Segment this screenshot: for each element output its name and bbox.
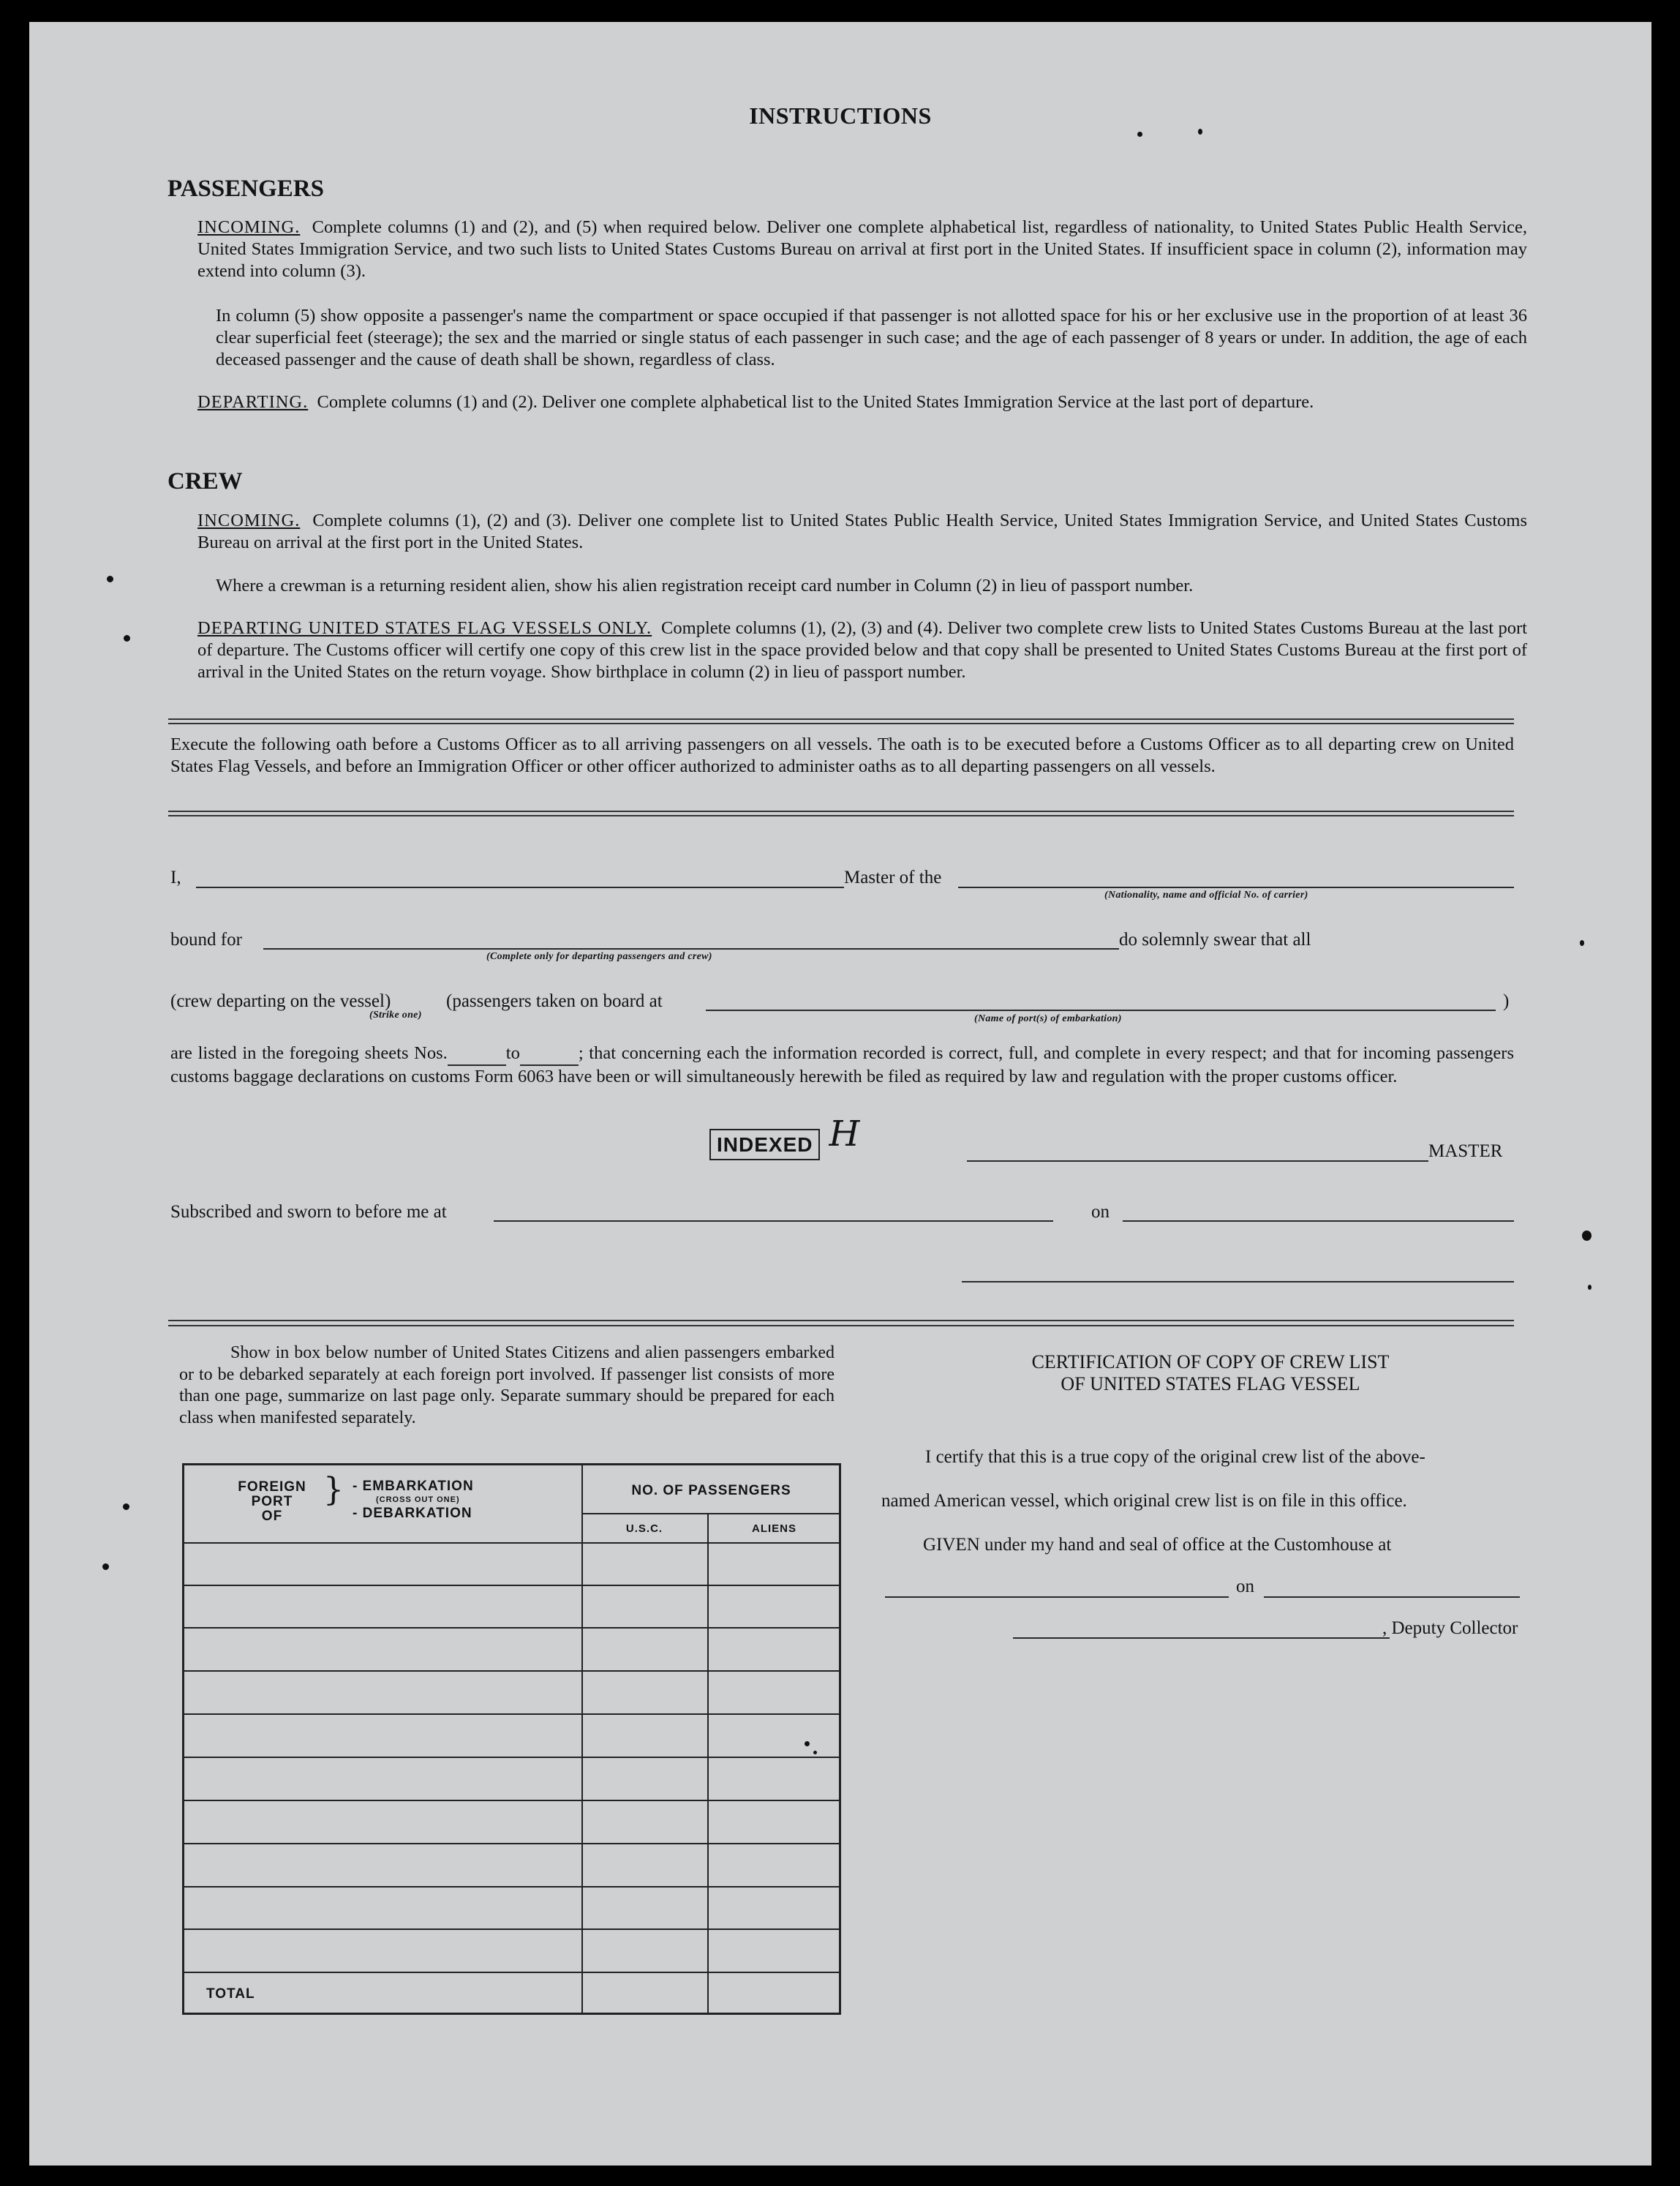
deputy-collector-label: , Deputy Collector bbox=[1382, 1618, 1518, 1638]
nationality-caption: (Nationality, name and official No. of carrier) bbox=[1104, 890, 1308, 901]
table-header-divider bbox=[581, 1513, 839, 1514]
foreign-label: FOREIGN bbox=[238, 1479, 306, 1495]
subscribed-label: Subscribed and sworn to before me at bbox=[170, 1202, 447, 1222]
table-row-divider bbox=[184, 1757, 839, 1758]
passengers-incoming-lead: INCOMING. bbox=[197, 217, 301, 237]
passengers-heading: PASSENGERS bbox=[167, 176, 324, 202]
master-name-field[interactable] bbox=[196, 887, 862, 888]
port-label: PORT bbox=[251, 1494, 293, 1509]
passengers-departing-paragraph bbox=[197, 391, 1527, 413]
form-page bbox=[29, 22, 1651, 2166]
sheet-to-field[interactable] bbox=[520, 1043, 579, 1066]
table-row-divider bbox=[184, 1928, 839, 1930]
cross-out-note: (CROSS OUT ONE) bbox=[376, 1495, 460, 1504]
crew-departing-lead: DEPARTING UNITED STATES FLAG VESSELS ONLY. bbox=[197, 618, 652, 638]
close-paren: ) bbox=[1503, 991, 1510, 1011]
customhouse-field[interactable] bbox=[885, 1596, 1229, 1598]
crew-departing-option[interactable]: (crew departing on the vessel) bbox=[170, 991, 391, 1011]
scan-speck bbox=[1588, 1285, 1592, 1290]
divider-rule bbox=[168, 723, 1514, 724]
strike-one-caption: (Strike one) bbox=[369, 1010, 422, 1021]
scan-speck bbox=[1198, 129, 1202, 135]
passengers-incoming-text: Complete columns (1) and (2), and (5) when required below. Deliver one complete alphabetical list, regardless of nationality, to United States Public Health Service, United States Immigration Service, and two such lists to United States Customs Bureau on arrival at first port in the United States. If insufficient space in column (2), information may extend into column (3). bbox=[197, 217, 1528, 281]
no-passengers-header: NO. OF PASSENGERS bbox=[631, 1483, 791, 1498]
listed-text-1: are listed in the foregoing sheets Nos. bbox=[170, 1043, 448, 1063]
page-title: INSTRUCTIONS bbox=[749, 102, 932, 129]
scan-speck bbox=[1580, 940, 1584, 946]
indexed-stamp bbox=[709, 1113, 860, 1160]
embarkation-caption: (Name of port(s) of embarkation) bbox=[974, 1013, 1122, 1024]
divider-rule bbox=[168, 815, 1514, 816]
certify-line-3: GIVEN under my hand and seal of office at the Customhouse at bbox=[923, 1535, 1392, 1555]
usc-header: U.S.C. bbox=[625, 1522, 663, 1535]
brace-glyph: } bbox=[323, 1471, 344, 1509]
table-column-divider bbox=[581, 1465, 583, 2013]
crew-resident-paragraph: Where a crewman is a returning resident alien, show his alien registration receipt card number in Column (2) in lieu of passport number. bbox=[216, 576, 1194, 596]
table-column-divider bbox=[707, 1513, 709, 2013]
passengers-departing-text: Complete columns (1) and (2). Deliver one complete alphabetical list to the United States Immigration Service at the last port of departure. bbox=[317, 392, 1314, 412]
table-row-divider bbox=[184, 1886, 839, 1888]
passengers-departing-lead: DEPARTING. bbox=[197, 392, 309, 412]
crew-heading: CREW bbox=[167, 468, 243, 495]
embarkation-port-field[interactable] bbox=[706, 1010, 1496, 1011]
divider-rule bbox=[168, 718, 1514, 720]
swear-label: do solemnly swear that all bbox=[1119, 930, 1311, 950]
crew-departing-text: Complete columns (1), (2), (3) and (4). Deliver two complete crew lists to United States Customs Bureau at the last port of departure. The Customs officer will certify one copy of this crew list in the space provided below and that copy shall be presented to United States Customs Bureau at the first port of arrival in the United States on the return voyage. Show birthplace in column (2) in lieu of passport number. bbox=[197, 618, 1527, 682]
divider-rule bbox=[168, 1325, 1514, 1326]
certification-heading-line-2: OF UNITED STATES FLAG VESSEL bbox=[1061, 1373, 1360, 1394]
divider-rule bbox=[168, 1320, 1514, 1321]
officer-signature-field[interactable] bbox=[962, 1281, 1514, 1282]
table-row-divider bbox=[184, 1843, 839, 1844]
scan-speck bbox=[124, 635, 130, 642]
divider-rule bbox=[168, 811, 1514, 812]
passengers-incoming-paragraph bbox=[197, 217, 1527, 282]
aliens-header: ALIENS bbox=[751, 1522, 796, 1535]
oath-instruction: Execute the following oath before a Customs Officer as to all arriving passengers on all vessels. The oath is to be executed before a Customs Officer as to all departing crew on United States Flag Vessels, and before an Immigration Officer or other officer authorized to administer oaths as to all departing passengers on all vessels. bbox=[170, 735, 1514, 776]
bound-for-label: bound for bbox=[170, 930, 242, 950]
scan-speck bbox=[805, 1741, 810, 1746]
certify-on-label: on bbox=[1236, 1577, 1254, 1596]
bound-for-field[interactable] bbox=[263, 948, 1148, 950]
foreign-port-header bbox=[225, 1480, 320, 1524]
table-row-divider bbox=[184, 1670, 839, 1672]
table-row-divider bbox=[184, 1627, 839, 1629]
carrier-field[interactable] bbox=[958, 887, 1514, 888]
scan-speck bbox=[107, 576, 113, 582]
table-row-divider bbox=[184, 1972, 839, 1973]
master-signature-field[interactable] bbox=[967, 1160, 1439, 1162]
master-of-label: Master of the bbox=[844, 868, 942, 887]
sheet-from-field[interactable] bbox=[448, 1043, 506, 1066]
certify-line-1: I certify that this is a true copy of the original crew list of the above- bbox=[925, 1447, 1425, 1467]
summary-instructions: Show in box below number of United States Citizens and alien passengers embarked or to be debarked separately at each foreign port involved. If passenger list consists of more than one page, summarize on last page only. Separate summary should be prepared for each class when manifested separately. bbox=[179, 1343, 835, 1427]
bound-for-caption: (Complete only for departing passengers and crew) bbox=[486, 951, 712, 962]
deputy-collector-field[interactable] bbox=[1013, 1637, 1390, 1639]
table-row-divider bbox=[184, 1585, 839, 1586]
scan-speck bbox=[123, 1503, 129, 1510]
certification-heading bbox=[903, 1351, 1518, 1395]
passenger-summary-table bbox=[182, 1463, 841, 2015]
listed-to-label: to bbox=[505, 1043, 520, 1063]
debarkation-label[interactable]: - DEBARKATION bbox=[353, 1506, 472, 1521]
embarkation-label[interactable]: - EMBARKATION bbox=[353, 1479, 474, 1494]
certify-line-2: named American vessel, which original crew list is on file in this office. bbox=[881, 1491, 1407, 1511]
passengers-column5-paragraph: In column (5) show opposite a passenger's name the compartment or space occupied if that passenger is not allotted space for his or her exclusive use in the proportion of at least 36 clear superficial feet (steerage); the sex and the married or single status of each passenger in such case; and the age of each passenger of 8 years or under. In addition, the age of each deceased passenger and the cause of death shall be shown, regardless of class. bbox=[216, 306, 1527, 369]
certify-date-field[interactable] bbox=[1264, 1596, 1520, 1598]
passengers-taken-option[interactable]: (passengers taken on board at bbox=[446, 991, 663, 1011]
of-label: OF bbox=[261, 1509, 283, 1524]
table-row-divider bbox=[184, 1800, 839, 1801]
crew-departing-paragraph bbox=[197, 617, 1527, 683]
stamp-initials: H bbox=[829, 1113, 860, 1154]
listed-paragraph bbox=[170, 1043, 1514, 1088]
crew-incoming-text: Complete columns (1), (2) and (3). Deliver one complete list to United States Public Health Service, United States Immigration Service, and United States Customs Bureau on arrival at the first port in the United States. bbox=[197, 511, 1527, 552]
scan-speck bbox=[813, 1751, 817, 1754]
indexed-stamp-text: INDEXED bbox=[709, 1129, 820, 1160]
master-label: MASTER bbox=[1428, 1141, 1503, 1161]
crew-incoming-paragraph bbox=[197, 510, 1527, 554]
sworn-date-field[interactable] bbox=[1123, 1220, 1514, 1222]
scan-speck bbox=[1137, 132, 1142, 137]
total-label: TOTAL bbox=[206, 1986, 255, 2002]
certification-heading-line-1: CERTIFICATION OF COPY OF CREW LIST bbox=[1031, 1351, 1390, 1372]
sworn-on-label: on bbox=[1091, 1202, 1110, 1222]
scan-speck bbox=[102, 1563, 109, 1570]
crew-incoming-lead: INCOMING. bbox=[197, 511, 301, 530]
table-row-divider bbox=[184, 1542, 839, 1544]
listed-text-2: ; that concerning each the information recorded is correct, full, and complete in every respect; and that for incoming passengers customs baggage declarations on customs Form 6063 have been or will simultaneously herewith be filed as required by law and regulation with the proper customs officer. bbox=[170, 1043, 1514, 1086]
scan-speck bbox=[1582, 1231, 1592, 1241]
sworn-place-field[interactable] bbox=[494, 1220, 1053, 1222]
oath-i-label: I, bbox=[170, 868, 181, 887]
table-row-divider bbox=[184, 1713, 839, 1715]
